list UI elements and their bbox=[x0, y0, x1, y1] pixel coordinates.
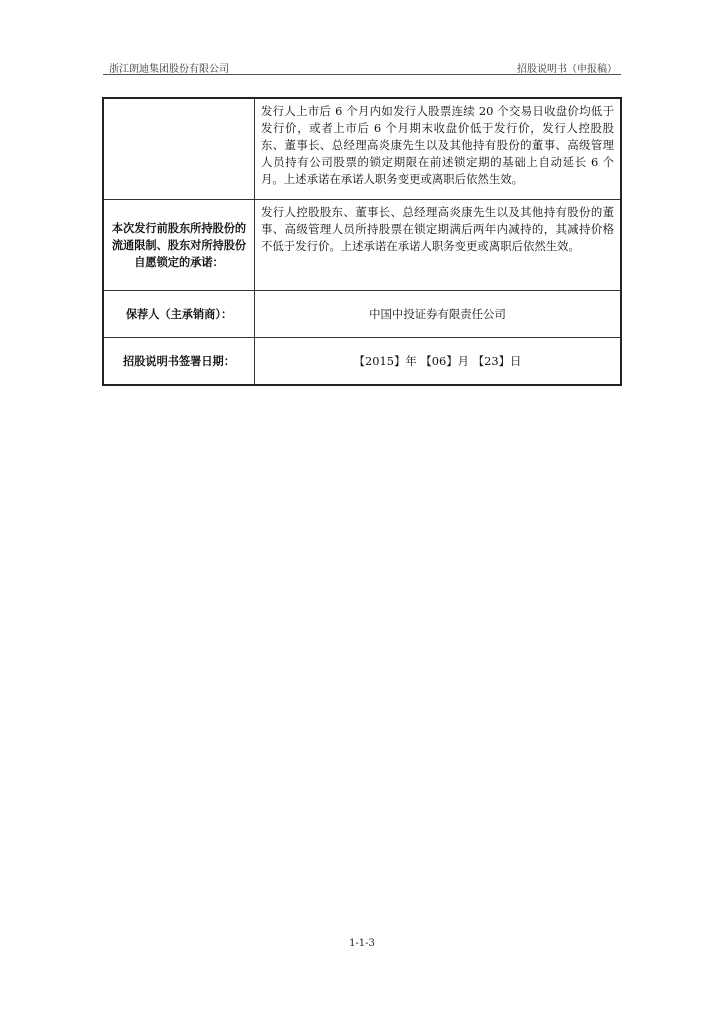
row-label-share-restriction: 本次发行前股东所持股份的流通限制、股东对所持股份自愿锁定的承诺： bbox=[103, 200, 255, 291]
sponsor-name: 中国中投证券有限责任公司 bbox=[255, 291, 622, 338]
row-label-signing-date: 招股说明书签署日期： bbox=[103, 338, 255, 386]
share-reduction-commitment-text: 发行人控股股东、董事长、总经理高炎康先生以及其他持有股份的董事、高级管理人员所持股票在锁定期满后两年内减持的，其减持价格不低于发行价。上述承诺在承诺人职务变更或离职后依然生效。 bbox=[255, 200, 622, 291]
table-row bbox=[103, 291, 621, 338]
document-title: 招股说明书（申报稿） bbox=[517, 64, 617, 75]
table-row bbox=[103, 338, 621, 386]
signing-date: 【2015】年 【06】月 【23】日 bbox=[255, 338, 622, 386]
row-label-sponsor: 保荐人（主承销商）： bbox=[103, 291, 255, 338]
company-name: 浙江朗迪集团股份有限公司 bbox=[109, 64, 229, 75]
row-label bbox=[103, 98, 255, 200]
lockup-extension-text: 发行人上市后 6 个月内如发行人股票连续 20 个交易日收盘价均低于发行价，或者上市后 6 个月期末收盘价低于发行价，发行人控股股东、董事长、总经理高炎康先生以及其他持有股份的董事、高级管理人员持有公司股票的锁定期限在前述锁定期的基础上自动延长 6 个月。上述承诺在承诺人职务变更或离职后依然生效。 bbox=[255, 98, 622, 200]
table-row bbox=[103, 98, 621, 200]
table-row bbox=[103, 200, 621, 291]
page-number: 1-1-3 bbox=[349, 938, 375, 949]
page-header bbox=[103, 58, 621, 75]
prospectus-info-table bbox=[102, 97, 622, 386]
